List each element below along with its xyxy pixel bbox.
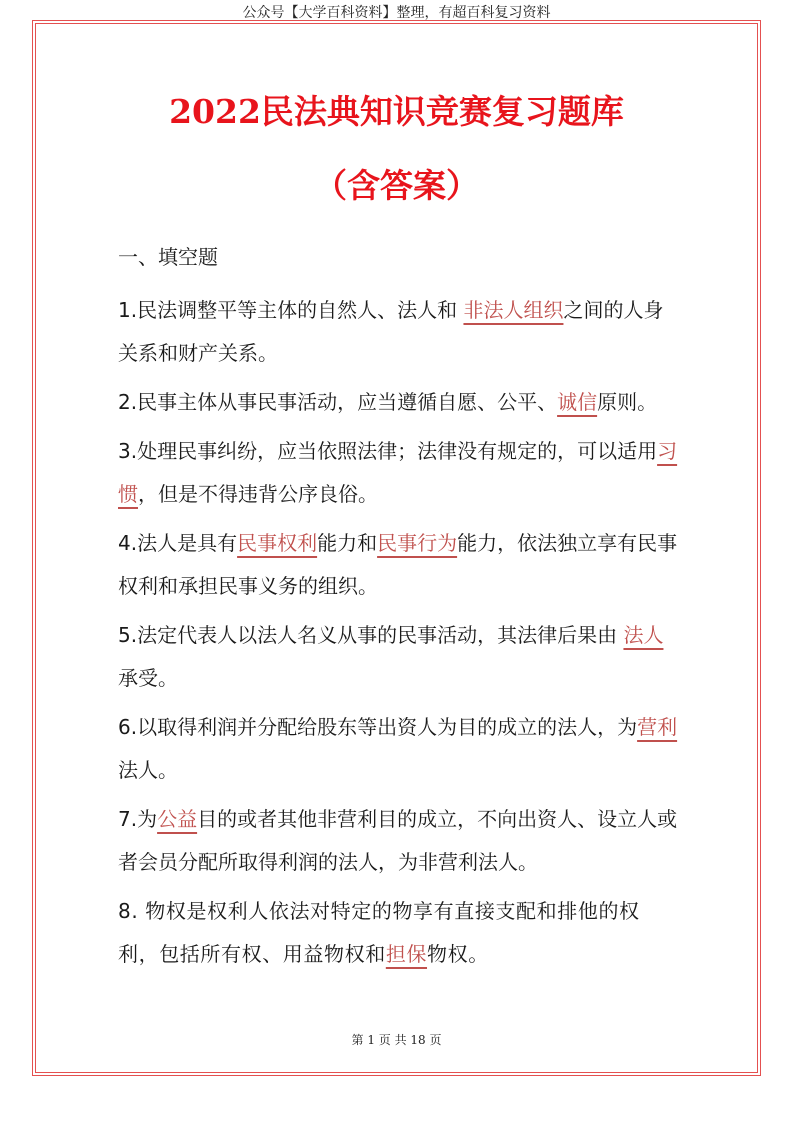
answer-blank: 习惯: [118, 439, 678, 506]
question-item: 1.民法调整平等主体的自然人、法人和 非法人组织之间的人身关系和财产关系。: [118, 298, 664, 365]
answer-blank: 营利: [637, 715, 678, 739]
section-heading: 一、填空题: [118, 245, 218, 269]
question-item: 4.法人是具有民事权利能力和民事行为能力，依法独立享有民事权利和承担民事义务的组织。: [118, 531, 678, 598]
answer-blank: 民事行为: [377, 531, 458, 555]
page-number: 第 1 页 共 18 页: [351, 1033, 442, 1047]
answer-blank: 诚信: [557, 390, 598, 414]
question-item: 8. 物权是权利人依法对特定的物享有直接支配和排他的权利，包括所有权、用益物权和担保物权。: [118, 899, 640, 966]
document-title: 2022民法典知识竞赛复习题库: [169, 92, 624, 131]
question-item: 7.为公益目的或者其他非营利目的成立，不向出资人、设立人或者会员分配所取得利润的法人，为非营利法人。: [118, 807, 678, 874]
answer-blank: 非法人组织: [463, 298, 564, 322]
question-item: 6.以取得利润并分配给股东等出资人为目的成立的法人，为营利法人。: [118, 715, 678, 782]
answer-blank: 公益: [157, 807, 198, 831]
answer-blank: 民事权利: [237, 531, 318, 555]
question-list: [118, 289, 678, 982]
page-header: 公众号【大学百科资料】整理，有超百科复习资料: [242, 5, 551, 21]
question-item: 5.法定代表人以法人名义从事的民事活动，其法律后果由 法人承受。: [118, 623, 664, 690]
document-subtitle: （含答案）: [314, 166, 479, 205]
answer-blank: 法人: [623, 623, 664, 647]
answer-blank: 担保: [385, 942, 428, 966]
question-item: 2.民事主体从事民事活动，应当遵循自愿、公平、诚信原则。: [118, 390, 658, 414]
question-item: 3.处理民事纠纷，应当依照法律；法律没有规定的，可以适用习惯，但是不得违背公序良俗。: [118, 439, 678, 506]
